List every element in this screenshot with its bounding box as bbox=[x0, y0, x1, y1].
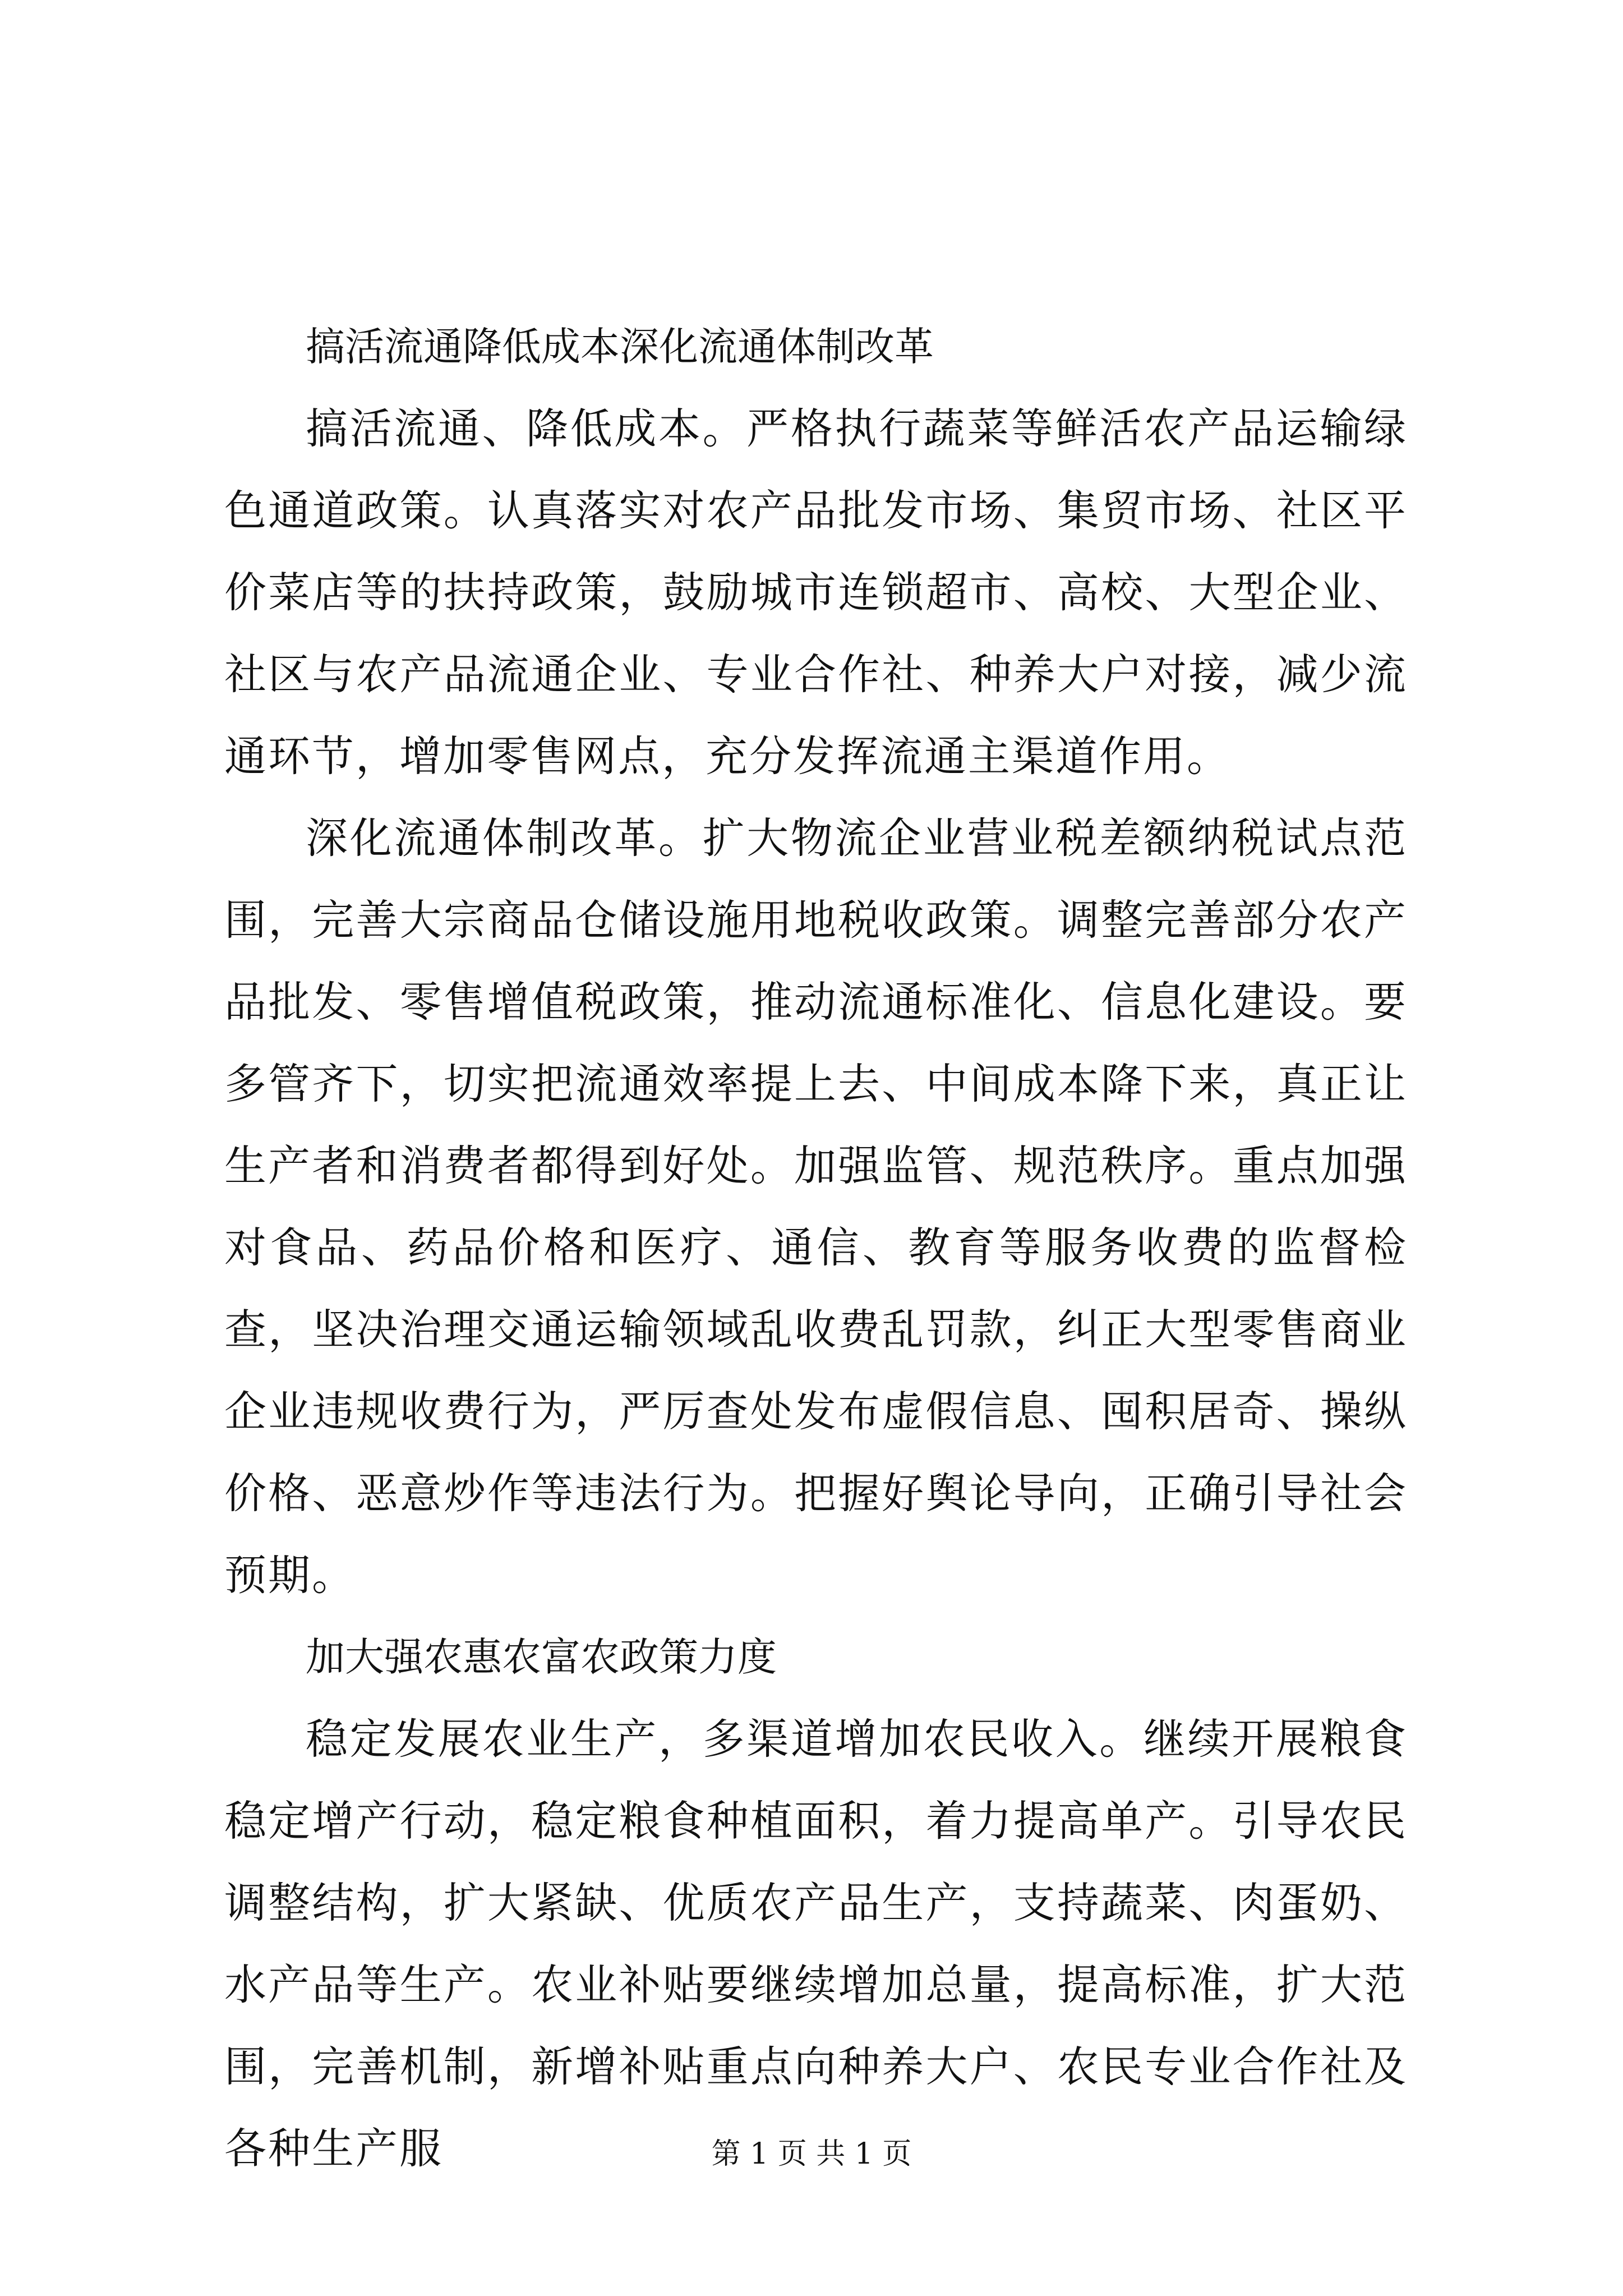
section-heading-circulation: 搞活流通降低成本深化流通体制改革 bbox=[306, 324, 934, 370]
page-number-footer: 第 1 页 共 1 页 bbox=[711, 2137, 912, 2171]
paragraph-circulation-reform: 深化流通体制改革。扩大物流企业营业税差额纳税试点范围，完善大宗商品仓储设施用地税收政策。调整完善部分农产品批发、零售增值税政策，推动流通标准化、信息化建设。要多管齐下，切实把流通效率提上去、中间成本降下来，真正让生产者和消费者都得到好处。加强监管、规范秩序。重点加强对食品、药品价格和医疗、通信、教育等服务收费的监督检查，坚决治理交通运输领域乱收费乱罚款，纠正大型零售商业企业违规收费行为，严厉查处发布虚假信息、囤积居奇、操纵价格、恶意炒作等违法行为。把握好舆论导向，正确引导社会预期。 bbox=[224, 813, 1408, 1600]
paragraph-agriculture-production: 稳定发展农业生产，多渠道增加农民收入。继续开展粮食稳定增产行动，稳定粮食种植面积，着力提高单产。引导农民调整结构，扩大紧缺、优质农产品生产，支持蔬菜、肉蛋奶、水产品等生产。农业补贴要继续增加总量，提高标准，扩大范围，完善机制，新增补贴重点向种养大户、农民专业合作社及各种生产服 bbox=[224, 1714, 1408, 2173]
document-body bbox=[224, 306, 1408, 2189]
section-heading-agriculture: 加大强农惠农富农政策力度 bbox=[306, 1634, 777, 1680]
paragraph-circulation-cost: 搞活流通、降低成本。严格执行蔬菜等鲜活农产品运输绿色通道政策。认真落实对农产品批发市场、集贸市场、社区平价菜店等的扶持政策，鼓励城市连锁超市、高校、大型企业、社区与农产品流通企业、专业合作社、种养大户对接，减少流通环节，增加零售网点，充分发挥流通主渠道作用。 bbox=[224, 404, 1408, 781]
